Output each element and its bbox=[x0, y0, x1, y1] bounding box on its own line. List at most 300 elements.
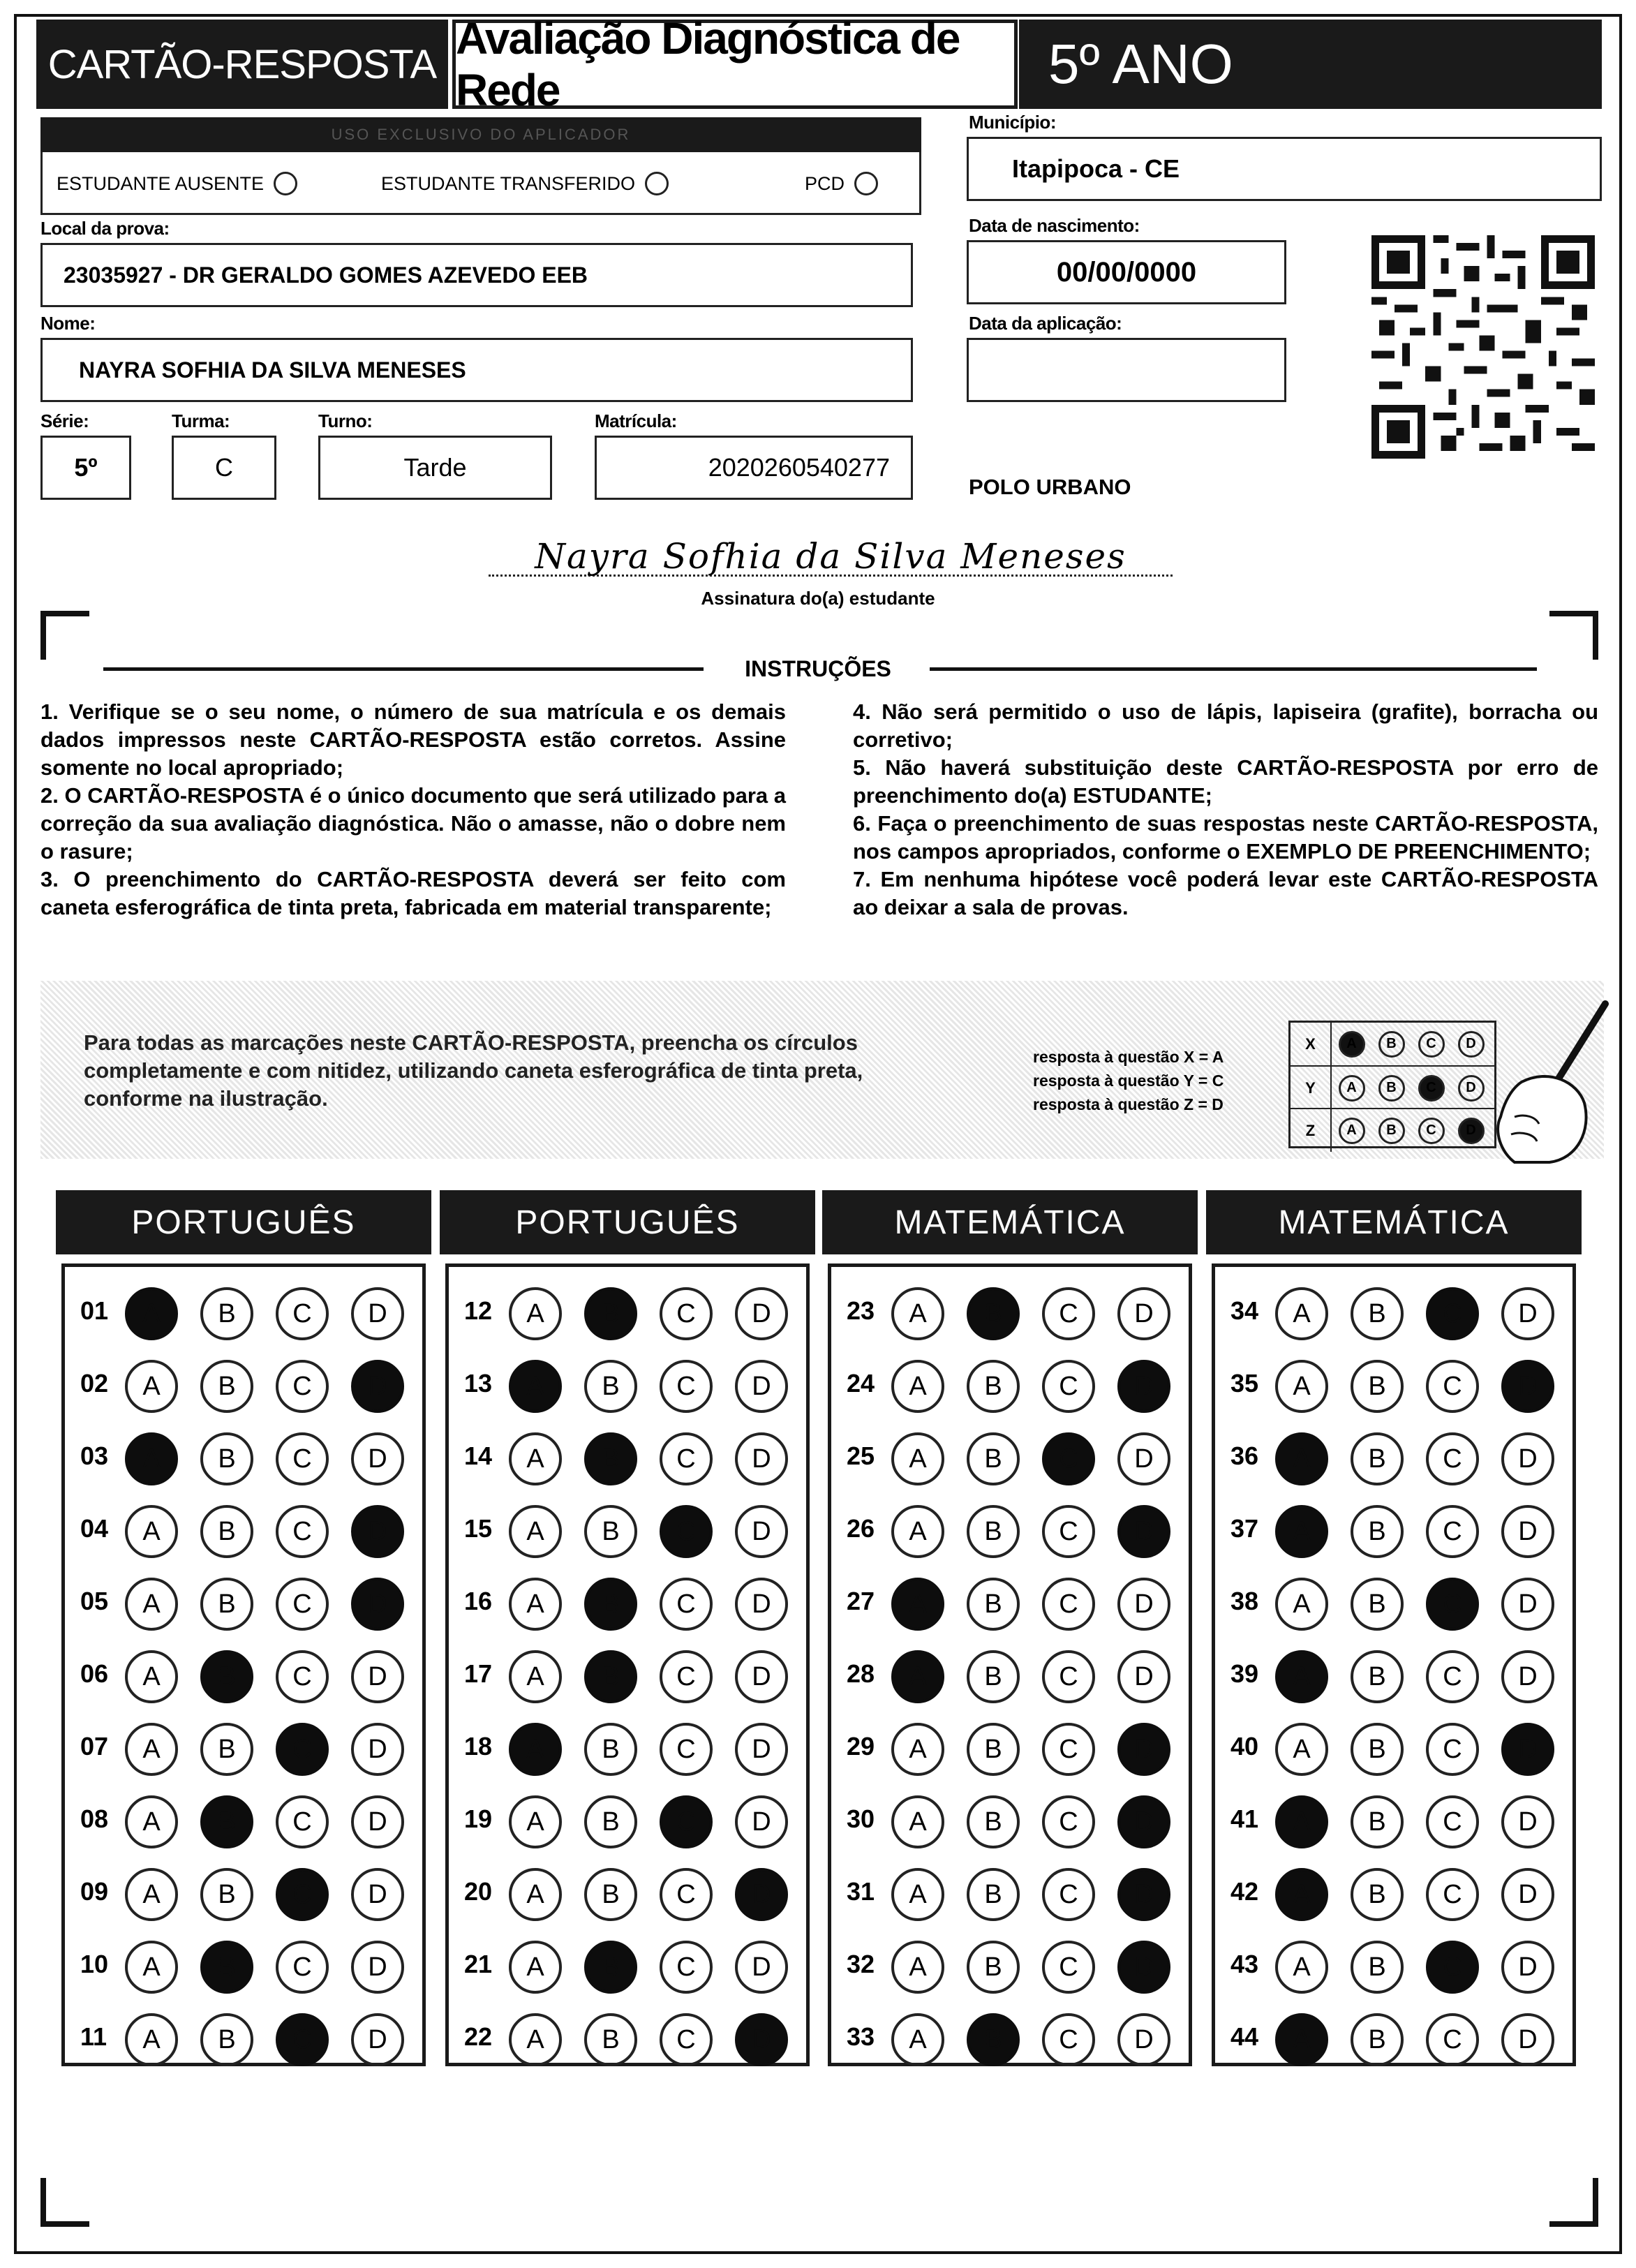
answer-bubble-a[interactable]: A bbox=[891, 1287, 944, 1340]
answer-bubble-d[interactable]: D bbox=[1501, 1360, 1554, 1413]
question-row bbox=[1215, 1421, 1572, 1490]
answer-bubble-d[interactable]: D bbox=[351, 1868, 404, 1921]
answer-bubble-d[interactable]: D bbox=[1501, 1723, 1554, 1776]
answer-bubble-d[interactable]: D bbox=[1501, 1650, 1554, 1703]
answer-bubble-b[interactable]: B bbox=[967, 1723, 1020, 1776]
answer-bubble-d[interactable]: D bbox=[1501, 2013, 1554, 2066]
question-row bbox=[1215, 1711, 1572, 1781]
answer-bubble-b[interactable]: B bbox=[1351, 1505, 1404, 1558]
answer-bubble-a[interactable]: A bbox=[1275, 2013, 1328, 2066]
pcd-bubble[interactable] bbox=[854, 172, 878, 195]
answer-bubble-d[interactable]: D bbox=[735, 1578, 788, 1631]
answer-bubble-a[interactable]: A bbox=[891, 1360, 944, 1413]
question-number: 43 bbox=[1230, 1950, 1259, 1978]
answer-bubble-c[interactable]: C bbox=[660, 1941, 713, 1994]
answer-bubble-b[interactable]: B bbox=[967, 1505, 1020, 1558]
answer-bubble-d[interactable]: D bbox=[1501, 1868, 1554, 1921]
answer-bubble-a[interactable]: A bbox=[125, 1432, 178, 1485]
answer-bubble-c[interactable]: C bbox=[276, 1650, 329, 1703]
answer-bubble-d[interactable]: D bbox=[1117, 1360, 1170, 1413]
answer-bubble-c[interactable]: C bbox=[1426, 1868, 1479, 1921]
question-number: 25 bbox=[847, 1441, 875, 1470]
answer-bubble-a[interactable]: A bbox=[125, 1287, 178, 1340]
transferred-option[interactable] bbox=[381, 172, 669, 195]
answer-bubble-c[interactable]: C bbox=[1426, 1650, 1479, 1703]
answer-bubble-d[interactable]: D bbox=[1501, 1941, 1554, 1994]
answer-bubble-c[interactable]: C bbox=[1426, 1941, 1479, 1994]
answer-bubble-a[interactable]: A bbox=[1275, 1795, 1328, 1848]
subject-header: MATEMÁTICA bbox=[822, 1190, 1198, 1254]
answer-bubble-d[interactable]: D bbox=[351, 1723, 404, 1776]
answer-bubble-a[interactable]: A bbox=[509, 1795, 562, 1848]
answer-bubble-a[interactable]: A bbox=[891, 1868, 944, 1921]
question-row bbox=[1215, 1784, 1572, 1853]
answer-bubble-a[interactable]: A bbox=[509, 1360, 562, 1413]
answer-bubble-a[interactable]: A bbox=[125, 2013, 178, 2066]
answer-bubble-b[interactable]: B bbox=[200, 1505, 253, 1558]
answer-bubble-b[interactable]: B bbox=[1351, 1360, 1404, 1413]
question-row bbox=[831, 1856, 1189, 1926]
pcd-label: PCD bbox=[805, 172, 845, 194]
answer-bubble-b[interactable]: B bbox=[967, 1360, 1020, 1413]
grade-label: Série: bbox=[40, 410, 89, 431]
answer-bubble-d[interactable]: D bbox=[735, 1868, 788, 1921]
answer-bubble-c[interactable]: C bbox=[660, 1723, 713, 1776]
example-row-label: Z bbox=[1291, 1109, 1332, 1152]
answer-bubble-b[interactable]: B bbox=[200, 1723, 253, 1776]
answer-bubble-c[interactable]: C bbox=[660, 1868, 713, 1921]
answer-bubble-a[interactable]: A bbox=[891, 1723, 944, 1776]
example-grid bbox=[1288, 1021, 1496, 1148]
answer-bubble-c[interactable]: C bbox=[660, 1650, 713, 1703]
answer-bubble-a[interactable]: A bbox=[891, 1578, 944, 1631]
answer-bubble-d[interactable]: D bbox=[735, 1650, 788, 1703]
answer-bubble-d[interactable]: D bbox=[351, 1795, 404, 1848]
question-number: 35 bbox=[1230, 1369, 1259, 1398]
answer-bubble-a[interactable]: A bbox=[509, 2013, 562, 2066]
answer-bubble-d[interactable]: D bbox=[1117, 1287, 1170, 1340]
answer-bubble-b[interactable]: B bbox=[1351, 1578, 1404, 1631]
question-row bbox=[65, 1929, 422, 1999]
answer-bubble-d[interactable]: D bbox=[735, 1505, 788, 1558]
answer-bubble-a[interactable]: A bbox=[125, 1360, 178, 1413]
example-bubble-a: A bbox=[1339, 1118, 1365, 1144]
question-row bbox=[1215, 2001, 1572, 2071]
signature: Nayra Sofhia da Silva Meneses bbox=[489, 536, 1173, 577]
question-number: 20 bbox=[464, 1877, 493, 1906]
question-number: 30 bbox=[847, 1804, 875, 1833]
answer-bubble-d[interactable]: D bbox=[1501, 1795, 1554, 1848]
answer-bubble-a[interactable]: A bbox=[1275, 1505, 1328, 1558]
question-number: 36 bbox=[1230, 1441, 1259, 1470]
answer-bubble-d[interactable]: D bbox=[351, 1505, 404, 1558]
answer-bubble-c[interactable]: C bbox=[276, 1432, 329, 1485]
answer-bubble-b[interactable]: B bbox=[967, 1432, 1020, 1485]
applicator-reserved-bar: USO EXCLUSIVO DO APLICADOR bbox=[40, 117, 921, 152]
question-number: 44 bbox=[1230, 2022, 1259, 2051]
answer-bubble-c[interactable]: C bbox=[660, 1578, 713, 1631]
question-row bbox=[831, 1275, 1189, 1345]
answer-bubble-c[interactable]: C bbox=[660, 1795, 713, 1848]
question-number: 08 bbox=[80, 1804, 109, 1833]
answer-bubble-b[interactable]: B bbox=[200, 1868, 253, 1921]
example-bubble-d: D bbox=[1458, 1031, 1485, 1058]
answer-bubble-c[interactable]: C bbox=[1042, 1868, 1095, 1921]
question-row bbox=[449, 1711, 806, 1781]
instruction-item: 3. O preenchimento do CARTÃO-RESPOSTA deverá ser feito com caneta esferográfica de tinta preta, fabricada em material transparente; bbox=[40, 867, 786, 919]
answer-bubble-a[interactable]: A bbox=[125, 1868, 178, 1921]
question-number: 23 bbox=[847, 1296, 875, 1325]
answer-bubble-b[interactable]: B bbox=[967, 1287, 1020, 1340]
answer-bubble-a[interactable]: A bbox=[509, 1432, 562, 1485]
answer-bubble-c[interactable]: C bbox=[1042, 2013, 1095, 2066]
answer-bubble-d[interactable]: D bbox=[1117, 2013, 1170, 2066]
instruction-item: 6. Faça o preenchimento de suas respostas neste CARTÃO-RESPOSTA, nos campos apropriados, conforme o EXEMPLO DE PREENCHIMENTO; bbox=[853, 811, 1598, 864]
answer-bubble-d[interactable]: D bbox=[351, 1578, 404, 1631]
answer-bubble-c[interactable]: C bbox=[660, 1287, 713, 1340]
answer-bubble-b[interactable]: B bbox=[967, 1578, 1020, 1631]
instruction-item: 7. Em nenhuma hipótese você poderá levar este CARTÃO-RESPOSTA ao deixar a sala de provas. bbox=[853, 867, 1598, 919]
absent-option[interactable] bbox=[57, 172, 297, 195]
applicator-status-row bbox=[40, 152, 921, 215]
answer-bubble-a[interactable]: A bbox=[1275, 1723, 1328, 1776]
answer-bubble-d[interactable]: D bbox=[735, 1360, 788, 1413]
polo-label: POLO URBANO bbox=[969, 475, 1131, 499]
example-bubble-b: B bbox=[1378, 1118, 1405, 1144]
answer-bubble-c[interactable]: C bbox=[1426, 1795, 1479, 1848]
answer-bubble-c[interactable]: C bbox=[1042, 1505, 1095, 1558]
card-label: CARTÃO-RESPOSTA bbox=[36, 20, 448, 109]
question-number: 29 bbox=[847, 1732, 875, 1761]
answer-bubble-c[interactable]: C bbox=[276, 1941, 329, 1994]
question-row bbox=[449, 1493, 806, 1563]
question-number: 03 bbox=[80, 1441, 109, 1470]
answer-bubble-a[interactable]: A bbox=[125, 1941, 178, 1994]
question-number: 19 bbox=[464, 1804, 493, 1833]
corner-bottom-left bbox=[40, 2178, 89, 2227]
question-number: 11 bbox=[80, 2022, 107, 2051]
answer-bubble-c[interactable]: C bbox=[276, 2013, 329, 2066]
question-row bbox=[1215, 1493, 1572, 1563]
city-label: Município: bbox=[969, 112, 1056, 133]
answer-bubble-b[interactable]: B bbox=[1351, 1941, 1404, 1994]
qr-code bbox=[1371, 235, 1595, 459]
answer-bubble-a[interactable]: A bbox=[1275, 1578, 1328, 1631]
answer-bubble-d[interactable]: D bbox=[351, 1941, 404, 1994]
answer-bubble-b[interactable]: B bbox=[200, 1287, 253, 1340]
answer-bubble-a[interactable]: A bbox=[125, 1650, 178, 1703]
answer-bubble-a[interactable]: A bbox=[125, 1723, 178, 1776]
answer-bubble-b[interactable]: B bbox=[200, 1432, 253, 1485]
question-number: 32 bbox=[847, 1950, 875, 1978]
answer-bubble-b[interactable]: B bbox=[200, 1360, 253, 1413]
question-number: 10 bbox=[80, 1950, 109, 1978]
pcd-option[interactable] bbox=[805, 172, 878, 195]
question-number: 28 bbox=[847, 1659, 875, 1688]
example-cell bbox=[1411, 1067, 1451, 1109]
question-number: 15 bbox=[464, 1514, 493, 1543]
question-number: 33 bbox=[847, 2022, 875, 2051]
answer-bubble-a[interactable]: A bbox=[509, 1578, 562, 1631]
answer-bubble-a[interactable]: A bbox=[891, 1505, 944, 1558]
question-number: 42 bbox=[1230, 1877, 1259, 1906]
answer-bubble-b[interactable]: B bbox=[584, 1432, 637, 1485]
answer-bubble-b[interactable]: B bbox=[967, 1650, 1020, 1703]
question-number: 17 bbox=[464, 1659, 493, 1688]
question-row bbox=[449, 1275, 806, 1345]
question-row bbox=[65, 1856, 422, 1926]
example-answer: resposta à questão Y = C bbox=[1033, 1072, 1224, 1090]
answer-bubble-a[interactable]: A bbox=[125, 1505, 178, 1558]
answer-bubble-a[interactable]: A bbox=[125, 1795, 178, 1848]
example-row bbox=[1291, 1108, 1494, 1152]
answer-bubble-c[interactable]: C bbox=[660, 1505, 713, 1558]
instruction-item: 5. Não haverá substituição deste CARTÃO-RESPOSTA por erro de preenchimento do(a) ESTUDANTE; bbox=[853, 755, 1598, 808]
answer-bubble-d[interactable]: D bbox=[735, 1795, 788, 1848]
answer-bubble-c[interactable]: C bbox=[1042, 1432, 1095, 1485]
answer-bubble-a[interactable]: A bbox=[125, 1578, 178, 1631]
example-bubble-a: A bbox=[1339, 1031, 1365, 1058]
question-row bbox=[449, 2001, 806, 2071]
answer-bubble-c[interactable]: C bbox=[1426, 1723, 1479, 1776]
question-number: 40 bbox=[1230, 1732, 1259, 1761]
answer-bubble-a[interactable]: A bbox=[509, 1723, 562, 1776]
answer-bubble-c[interactable]: C bbox=[1426, 1505, 1479, 1558]
answer-bubble-b[interactable]: B bbox=[200, 1941, 253, 1994]
answer-bubble-b[interactable]: B bbox=[1351, 1795, 1404, 1848]
answer-bubble-d[interactable]: D bbox=[1501, 1578, 1554, 1631]
question-row bbox=[1215, 1348, 1572, 1418]
answer-bubble-b[interactable]: B bbox=[1351, 1650, 1404, 1703]
answer-bubble-c[interactable]: C bbox=[1042, 1578, 1095, 1631]
answer-bubble-c[interactable]: C bbox=[1426, 1432, 1479, 1485]
corner-top-left bbox=[40, 611, 89, 660]
answer-bubble-b[interactable]: B bbox=[584, 1360, 637, 1413]
application-date-field bbox=[967, 338, 1286, 402]
subject-header: PORTUGUÊS bbox=[440, 1190, 815, 1254]
answer-bubble-d[interactable]: D bbox=[1501, 1505, 1554, 1558]
answer-bubble-c[interactable]: C bbox=[276, 1287, 329, 1340]
answer-column bbox=[61, 1263, 426, 2066]
answer-bubble-a[interactable]: A bbox=[509, 1650, 562, 1703]
question-number: 02 bbox=[80, 1369, 109, 1398]
example-cell bbox=[1371, 1109, 1411, 1152]
answer-bubble-d[interactable]: D bbox=[1117, 1941, 1170, 1994]
answer-bubble-b[interactable]: B bbox=[200, 1650, 253, 1703]
question-number: 24 bbox=[847, 1369, 875, 1398]
answer-bubble-d[interactable]: D bbox=[735, 2013, 788, 2066]
corner-bottom-right bbox=[1549, 2178, 1598, 2227]
answer-bubble-b[interactable]: B bbox=[967, 1795, 1020, 1848]
question-row bbox=[65, 2001, 422, 2071]
answer-bubble-a[interactable]: A bbox=[1275, 1941, 1328, 1994]
answer-bubble-c[interactable]: C bbox=[1042, 1795, 1095, 1848]
answer-bubble-b[interactable]: B bbox=[584, 1287, 637, 1340]
answer-bubble-d[interactable]: D bbox=[1117, 1650, 1170, 1703]
question-row bbox=[831, 1493, 1189, 1563]
answer-bubble-b[interactable]: B bbox=[1351, 1868, 1404, 1921]
answer-bubble-a[interactable]: A bbox=[1275, 1868, 1328, 1921]
question-row bbox=[1215, 1566, 1572, 1636]
answer-bubble-d[interactable]: D bbox=[1117, 1723, 1170, 1776]
answer-column bbox=[828, 1263, 1192, 2066]
answer-bubble-c[interactable]: C bbox=[1426, 1287, 1479, 1340]
answer-bubble-b[interactable]: B bbox=[584, 1578, 637, 1631]
answer-bubble-a[interactable]: A bbox=[891, 2013, 944, 2066]
answer-bubble-c[interactable]: C bbox=[1426, 1360, 1479, 1413]
answer-bubble-b[interactable]: B bbox=[1351, 2013, 1404, 2066]
answer-bubble-c[interactable]: C bbox=[1042, 1360, 1095, 1413]
question-number: 09 bbox=[80, 1877, 109, 1906]
example-cell bbox=[1411, 1023, 1451, 1065]
example-row-label: X bbox=[1291, 1023, 1332, 1065]
example-answers bbox=[1033, 1045, 1263, 1116]
instructions-title: INSTRUÇÕES bbox=[745, 656, 891, 681]
answer-bubble-c[interactable]: C bbox=[660, 1432, 713, 1485]
answer-bubble-a[interactable]: A bbox=[509, 1287, 562, 1340]
answer-column bbox=[1212, 1263, 1576, 2066]
answer-bubble-c[interactable]: C bbox=[276, 1505, 329, 1558]
question-row bbox=[449, 1856, 806, 1926]
answer-bubble-c[interactable]: C bbox=[1042, 1941, 1095, 1994]
answer-bubble-a[interactable]: A bbox=[1275, 1650, 1328, 1703]
question-row bbox=[831, 1638, 1189, 1708]
question-number: 01 bbox=[80, 1296, 109, 1325]
answer-bubble-c[interactable]: C bbox=[1042, 1723, 1095, 1776]
corner-top-right bbox=[1549, 611, 1598, 660]
answer-bubble-d[interactable]: D bbox=[351, 2013, 404, 2066]
question-number: 04 bbox=[80, 1514, 109, 1543]
birth-label: Data de nascimento: bbox=[969, 215, 1140, 236]
answer-bubble-b[interactable]: B bbox=[967, 2013, 1020, 2066]
answer-bubble-d[interactable]: D bbox=[351, 1650, 404, 1703]
answer-bubble-d[interactable]: D bbox=[735, 1432, 788, 1485]
answer-bubble-c[interactable]: C bbox=[276, 1723, 329, 1776]
answer-bubble-c[interactable]: C bbox=[1042, 1650, 1095, 1703]
class-label: Turma: bbox=[172, 410, 230, 431]
example-row-label: Y bbox=[1291, 1067, 1332, 1109]
question-number: 39 bbox=[1230, 1659, 1259, 1688]
answer-bubble-b[interactable]: B bbox=[584, 1795, 637, 1848]
answer-bubble-c[interactable]: C bbox=[276, 1360, 329, 1413]
question-row bbox=[1215, 1929, 1572, 1999]
enrollment-field: 2020260540277 bbox=[595, 436, 913, 500]
instruction-item: 1. Verifique se o seu nome, o número de sua matrícula e os demais dados impressos neste CARTÃO-RESPOSTA estão corretos. Assine somente no local apropriado; bbox=[40, 699, 786, 780]
answer-bubble-b[interactable]: B bbox=[1351, 1723, 1404, 1776]
answer-bubble-b[interactable]: B bbox=[200, 2013, 253, 2066]
answer-bubble-b[interactable]: B bbox=[584, 1723, 637, 1776]
answer-bubble-a[interactable]: A bbox=[891, 1432, 944, 1485]
question-number: 07 bbox=[80, 1732, 109, 1761]
question-row bbox=[65, 1638, 422, 1708]
answer-bubble-d[interactable]: D bbox=[1117, 1795, 1170, 1848]
question-row bbox=[449, 1638, 806, 1708]
question-number: 37 bbox=[1230, 1514, 1259, 1543]
question-number: 41 bbox=[1230, 1804, 1259, 1833]
question-number: 34 bbox=[1230, 1296, 1259, 1325]
answer-bubble-c[interactable]: C bbox=[1042, 1287, 1095, 1340]
answer-bubble-b[interactable]: B bbox=[1351, 1432, 1404, 1485]
question-row bbox=[449, 1421, 806, 1490]
question-row bbox=[1215, 1638, 1572, 1708]
answer-bubble-a[interactable]: A bbox=[509, 1868, 562, 1921]
answer-bubble-a[interactable]: A bbox=[891, 1941, 944, 1994]
question-row bbox=[449, 1348, 806, 1418]
answer-column bbox=[445, 1263, 810, 2066]
question-number: 26 bbox=[847, 1514, 875, 1543]
question-number: 21 bbox=[464, 1950, 493, 1978]
answer-bubble-d[interactable]: D bbox=[1501, 1287, 1554, 1340]
answer-bubble-d[interactable]: D bbox=[1117, 1868, 1170, 1921]
city-field: Itapipoca - CE bbox=[967, 137, 1602, 201]
answer-bubble-b[interactable]: B bbox=[200, 1795, 253, 1848]
answer-bubble-d[interactable]: D bbox=[1117, 1578, 1170, 1631]
answer-bubble-b[interactable]: B bbox=[584, 1941, 637, 1994]
absent-bubble[interactable] bbox=[274, 172, 297, 195]
example-answer: resposta à questão X = A bbox=[1033, 1048, 1224, 1066]
answer-bubble-c[interactable]: C bbox=[660, 1360, 713, 1413]
answer-bubble-b[interactable]: B bbox=[584, 1868, 637, 1921]
answer-bubble-d[interactable]: D bbox=[735, 1723, 788, 1776]
answer-bubble-b[interactable]: B bbox=[1351, 1287, 1404, 1340]
subject-header: PORTUGUÊS bbox=[56, 1190, 431, 1254]
answer-bubble-b[interactable]: B bbox=[200, 1578, 253, 1631]
answer-bubble-a[interactable]: A bbox=[891, 1650, 944, 1703]
answer-bubble-c[interactable]: C bbox=[1426, 1578, 1479, 1631]
question-row bbox=[1215, 1275, 1572, 1345]
answer-bubble-b[interactable]: B bbox=[584, 2013, 637, 2066]
grade-badge: 5º ANO bbox=[1019, 20, 1602, 109]
answer-bubble-c[interactable]: C bbox=[276, 1795, 329, 1848]
question-number: 31 bbox=[847, 1877, 875, 1906]
instructions-left bbox=[40, 698, 786, 921]
application-date-label: Data da aplicação: bbox=[969, 313, 1122, 334]
transferred-bubble[interactable] bbox=[645, 172, 669, 195]
answer-bubble-c[interactable]: C bbox=[660, 2013, 713, 2066]
shift-field: Tarde bbox=[318, 436, 552, 500]
answer-bubble-b[interactable]: B bbox=[584, 1505, 637, 1558]
answer-bubble-d[interactable]: D bbox=[1117, 1432, 1170, 1485]
answer-bubble-b[interactable]: B bbox=[967, 1941, 1020, 1994]
answer-bubble-a[interactable]: A bbox=[1275, 1360, 1328, 1413]
answer-bubble-d[interactable]: D bbox=[735, 1941, 788, 1994]
answer-bubble-c[interactable]: C bbox=[276, 1868, 329, 1921]
answer-bubble-d[interactable]: D bbox=[1501, 1432, 1554, 1485]
answer-bubble-d[interactable]: D bbox=[351, 1432, 404, 1485]
answer-bubble-a[interactable]: A bbox=[509, 1505, 562, 1558]
answer-bubble-c[interactable]: C bbox=[276, 1578, 329, 1631]
answer-bubble-a[interactable]: A bbox=[1275, 1287, 1328, 1340]
answer-bubble-a[interactable]: A bbox=[1275, 1432, 1328, 1485]
answer-bubble-d[interactable]: D bbox=[735, 1287, 788, 1340]
answer-bubble-d[interactable]: D bbox=[351, 1287, 404, 1340]
question-number: 06 bbox=[80, 1659, 109, 1688]
answer-bubble-d[interactable]: D bbox=[351, 1360, 404, 1413]
answer-bubble-a[interactable]: A bbox=[509, 1941, 562, 1994]
answer-bubble-d[interactable]: D bbox=[1117, 1505, 1170, 1558]
answer-bubble-a[interactable]: A bbox=[891, 1795, 944, 1848]
answer-bubble-b[interactable]: B bbox=[584, 1650, 637, 1703]
question-number: 14 bbox=[464, 1441, 493, 1470]
transferred-label: ESTUDANTE TRANSFERIDO bbox=[381, 172, 636, 194]
answer-bubble-c[interactable]: C bbox=[1426, 2013, 1479, 2066]
instructions-rule-right bbox=[930, 667, 1537, 671]
question-number: 12 bbox=[464, 1296, 493, 1325]
answer-bubble-b[interactable]: B bbox=[967, 1868, 1020, 1921]
question-row bbox=[831, 1784, 1189, 1853]
question-row bbox=[831, 1929, 1189, 1999]
class-field: C bbox=[172, 436, 276, 500]
